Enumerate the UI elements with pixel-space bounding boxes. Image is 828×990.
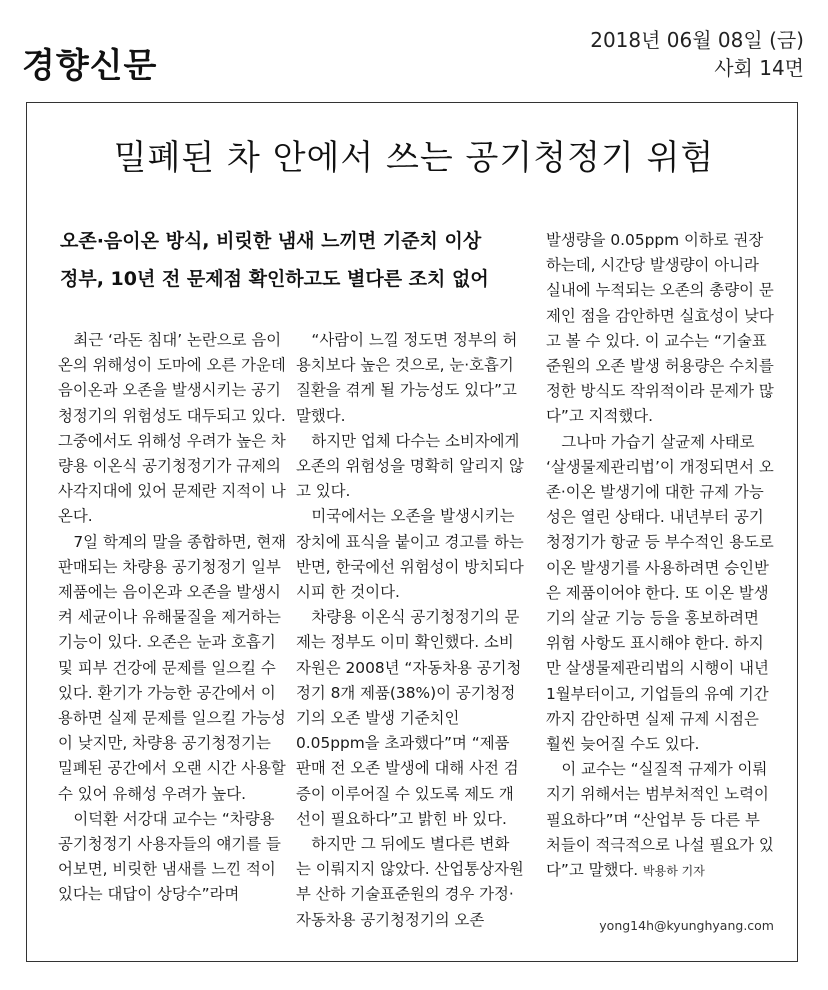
paragraph: 그나마 가습기 살균제 사태로 ‘살생물제관리법’이 개정되면서 오존·이온 발생기에 대한 규제 가능성은 열린 상태다. 내년부터 공기청정기가 항균 등 부수적인 용도로 이온 발생기를 사용하려면 승인받은 제품이어야 한다. 또 이온 발생기의 살균 기능 등을 홍보하려면 위험 사항도 표시해야 한다. 하지만 살생물제관리법의 시행이 내년 1월부터이고, 기업들의 유예 기간까지 감안하면 실제 규제 시점은 훨씬 늦어질 수도 있다. (546, 432, 774, 754)
paragraph: 하지만 업체 다수는 소비자에게 오존의 위험성을 명확히 알리지 않고 있다. (296, 431, 524, 501)
paragraph: “사람이 느낄 정도면 정부의 허용치보다 높은 것으로, 눈·호흡기 질환을 겪게 될 가능성도 있다”고 말했다. (296, 331, 518, 425)
subhead-2: 정부, 10년 전 문제점 확인하고도 별다른 조치 없어 (60, 268, 489, 290)
paragraph (546, 757, 774, 884)
publication-date: 2018년 06월 08일 (금) (590, 28, 804, 52)
article-column-3 (546, 228, 774, 884)
section-page: 사회 14면 (714, 56, 804, 80)
paragraph: 이덕환 서강대 교수는 “차량용 공기청정기 사용자들의 얘기를 들어보면, 비릿한 냄새를 느낀 적이 있다는 대답이 상당수”라며 (58, 809, 281, 904)
paragraph: 발생량을 0.05ppm 이하로 권장하는데, 시간당 발생량이 아니라 실내에 누적되는 오존의 총량이 문제인 점을 감안하면 실효성이 낮다고 볼 수 있다. 이 교수는 “기술표준원의 오존 발생 허용량은 수치를 정한 방식도 작위적이라 문제가 많다”고 지적했다. (546, 231, 774, 426)
paragraph: 하지만 그 뒤에도 별다른 변화는 이뤄지지 않았다. 산업통상자원부 산하 기술표준원의 경우 가정·자동차용 공기청정기의 오존 (296, 835, 524, 929)
article-headline: 밀폐된 차 안에서 쓰는 공기청정기 위험 (113, 138, 715, 178)
paragraph: 차량용 이온식 공기청정기의 문제는 정부도 이미 확인했다. 소비자원은 2008년 “자동차용 공기청정기 8개 제품(38%)이 공기청정기의 오존 발생 기준치인 0.05ppm을 초과했다”며 “제품 판매 전 오존 발생에 대해 사전 검증이 이루어질 수 있도록 제도 개선이 필요하다”고 밝힌 바 있다. (296, 608, 522, 828)
byline: 박용하 기자 (643, 864, 705, 879)
newspaper-masthead: 경향신문 (22, 46, 158, 86)
paragraph: 7일 학계의 말을 종합하면, 현재 판매되는 차량용 공기청정기 일부 제품에는 음이온과 오존을 발생시켜 세균이나 유해물질을 제거하는 기능이 있다. 오존은 눈과 호흡기 및 피부 건강에 문제를 일으킬 수 있다. 환기가 가능한 공간에서 이용하면 실제 문제를 일으킬 가능성이 낮지만, 차량용 공기청정기는 밀폐된 공간에서 오랜 시간 사용할 수 있어 유해성 우려가 높다. (58, 532, 287, 803)
reporter-email[interactable]: yong14h@kyunghyang.com (599, 918, 774, 933)
dateline (590, 26, 804, 82)
article-column-2 (296, 328, 524, 933)
article-subheads (60, 222, 530, 298)
paragraph: 최근 ‘라돈 침대’ 논란으로 음이온의 위해성이 도마에 오른 가운데 음이온과 오존을 발생시키는 공기청정기의 위험성도 대두되고 있다. 그중에서도 위해성 우려가 높은 차량용 이온식 공기청정기가 규제의 사각지대에 있어 문제란 지적이 나온다. (58, 331, 286, 526)
paragraph-text: 이 교수는 “실질적 규제가 이뤄지기 위해서는 범부처적인 노력이 필요하다”며 “산업부 등 다른 부처들이 적극적으로 나설 필요가 있다”고 말했다. (546, 760, 774, 880)
article-column-1 (58, 328, 288, 908)
subhead-1: 오존·음이온 방식, 비릿한 냄새 느끼면 기준치 이상 (60, 230, 482, 252)
paragraph: 미국에서는 오존을 발생시키는 장치에 표식을 붙이고 경고를 하는 반면, 한국에선 위험성이 방치되다시피 한 것이다. (296, 507, 524, 602)
